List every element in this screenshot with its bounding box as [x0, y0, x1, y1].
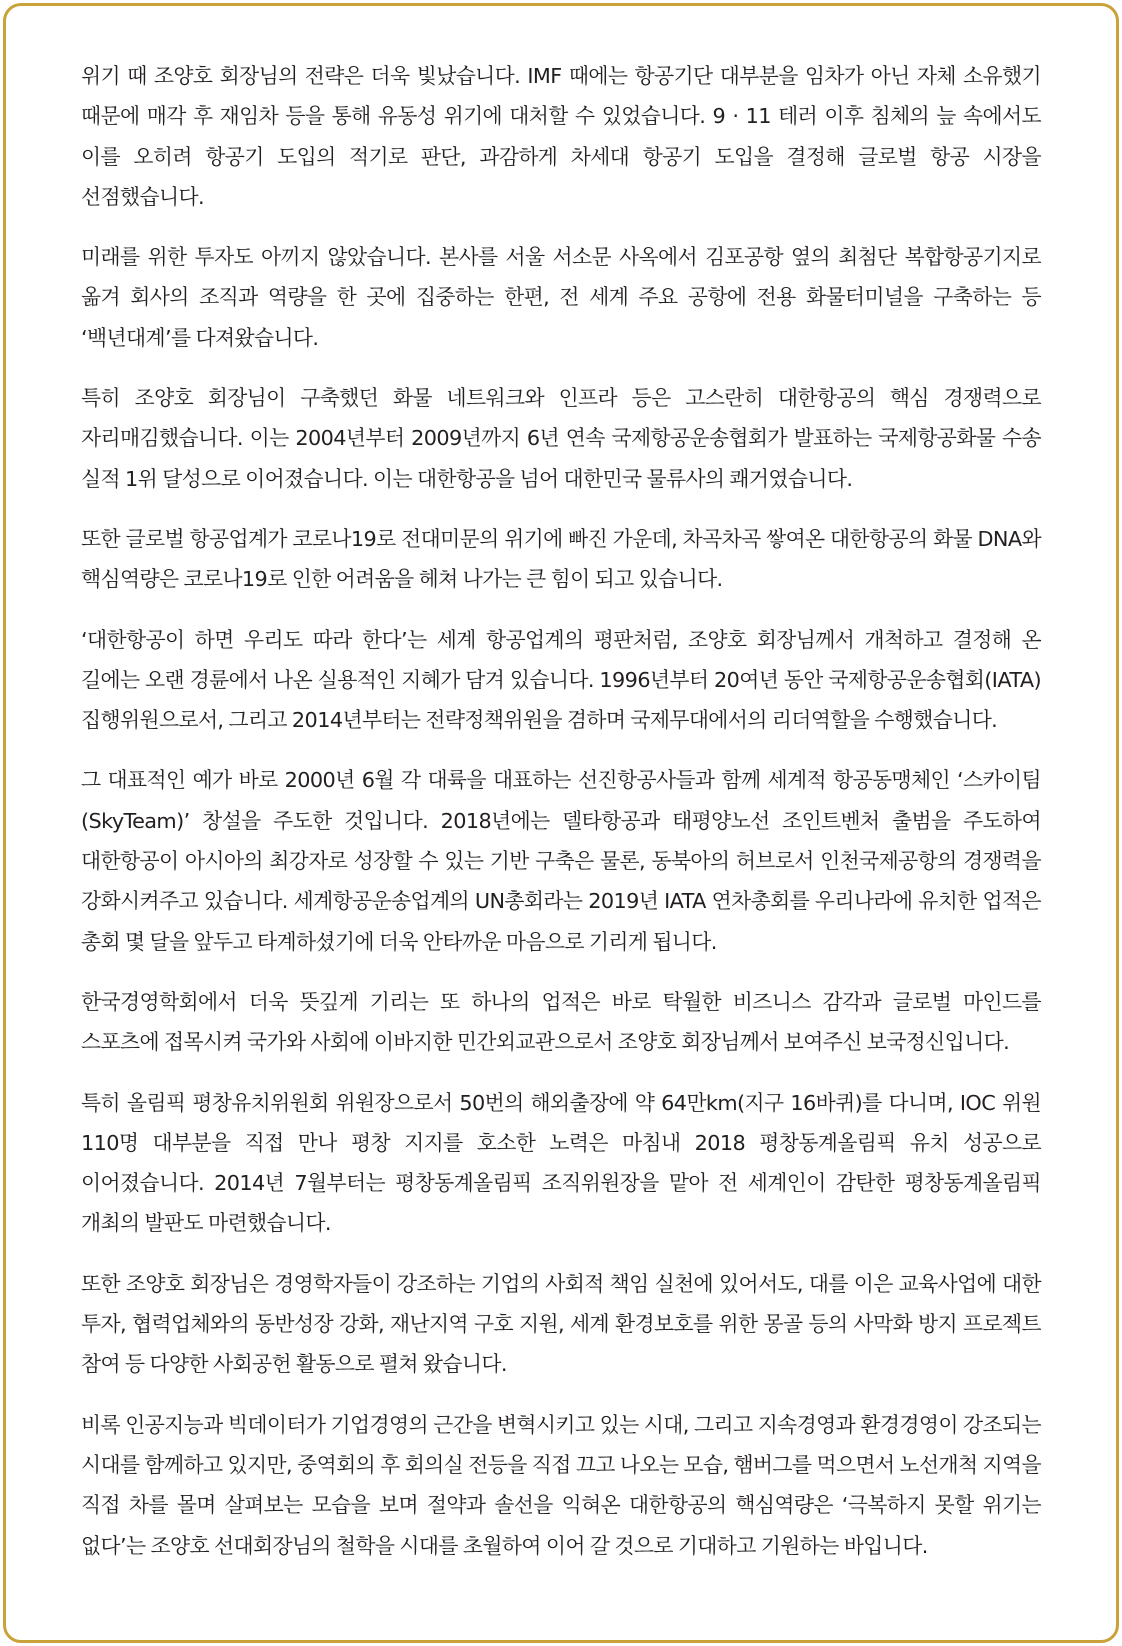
paragraph-10: 비록 인공지능과 빅데이터가 기업경영의 근간을 변혁시키고 있는 시대, 그리고 지속경영과 환경경영이 강조되는 시대를 함께하고 있지만, 중역회의 후 회의실 전등을 직접 끄고 나오는 모습, 햄버그를 먹으면서 노선개척 지역을 직접 차를 몰며 살펴보는 모습을 보며 절약과 솔선을 익혀온 대한항공의 핵심역량은 ‘극복하지 못할 위기는 없다’는 조양호 선대회장님의 철학을 시대를 초월하여 이어 갈 것으로 기대하고 기원하는 바입니다. — [81, 1412, 1041, 1558]
paragraph-5: ‘대한항공이 하면 우리도 따라 한다’는 세계 항공업계의 평판처럼, 조양호 회장님께서 개척하고 결정해 온 길에는 오랜 경륜에서 나온 실용적인 지혜가 담겨 있습니다. 1996년부터 20여년 동안 국제항공운송협회(IATA) 집행위원으로서, 그리고 2014년부터는 전략정책위원을 겸하며 국제무대에서의 리더역할을 수행했습니다. — [81, 627, 1041, 733]
paragraph-2: 미래를 위한 투자도 아끼지 않았습니다. 본사를 서울 서소문 사옥에서 김포공항 옆의 최첨단 복합항공기지로 옮겨 회사의 조직과 역량을 한 곳에 집중하는 한편, 전 세계 주요 공항에 전용 화물터미널을 구축하는 등 ‘백년대계’를 다져왔습니다. — [81, 245, 1041, 350]
paragraph-7: 한국경영학회에서 더욱 뜻깊게 기리는 또 하나의 업적은 바로 탁월한 비즈니스 감각과 글로벌 마인드를 스포츠에 접목시켜 국가와 사회에 이바지한 민간외교관으로서 조양호 회장님께서 보여주신 보국정신입니다. — [81, 989, 1041, 1055]
paragraph-4: 또한 글로벌 항공업계가 코로나19로 전대미문의 위기에 빠진 가운데, 차곡차곡 쌓여온 대한항공의 화물 DNA와 핵심역량은 코로나19로 인한 어려움을 헤쳐 나가는 큰 힘이 되고 있습니다. — [81, 526, 1041, 592]
paragraph-8: 특히 올림픽 평창유치위원회 위원장으로서 50번의 해외출장에 약 64만km(지구 16바퀴)를 다니며, IOC 위원 110명 대부분을 직접 만나 평창 지지를 호소한 노력은 마침내 2018 평창동계올림픽 유치 성공으로 이어졌습니다. 2014년 7월부터는 평창동계올림픽 조직위원장을 맡아 전 세계인이 감탄한 평창동계올림픽 개최의 발판도 마련했습니다. — [81, 1090, 1041, 1236]
paragraph-6: 그 대표적인 예가 바로 2000년 6월 각 대륙을 대표하는 선진항공사들과 함께 세계적 항공동맹체인 ‘스카이팀(SkyTeam)’ 창설을 주도한 것입니다. 2018년에는 델타항공과 태평양노선 조인트벤처 출범을 주도하여 대한항공이 아시아의 최강자로 성장할 수 있는 기반 구축은 물론, 동북아의 허브로서 인천국제공항의 경쟁력을 강화시켜주고 있습니다. 세계항공운송업계의 UN총회라는 2019년 IATA 연차총회를 우리나라에 유치한 업적은 총회 몇 달을 앞두고 타계하셨기에 더욱 안타까운 마음으로 기리게 됩니다. — [81, 768, 1041, 954]
paragraph-9: 또한 조양호 회장님은 경영학자들이 강조하는 기업의 사회적 책임 실천에 있어서도, 대를 이은 교육사업에 대한 투자, 협력업체와의 동반성장 강화, 재난지역 구호 지원, 세계 환경보호를 위한 몽골 등의 사막화 방지 프로젝트 참여 등 다양한 사회공헌 활동으로 펼쳐 왔습니다. — [81, 1271, 1041, 1377]
paragraph-3: 특히 조양호 회장님이 구축했던 화물 네트워크와 인프라 등은 고스란히 대한항공의 핵심 경쟁력으로 자리매김했습니다. 이는 2004년부터 2009년까지 6년 연속 국제항공운송협회가 발표하는 국제항공화물 수송 실적 1위 달성으로 이어졌습니다. 이는 대한항공을 넘어 대한민국 물류사의 쾌거였습니다. — [81, 386, 1041, 491]
paragraph-1: 위기 때 조양호 회장님의 전략은 더욱 빛났습니다. IMF 때에는 항공기단 대부분을 임차가 아닌 자체 소유했기 때문에 매각 후 재임차 등을 통해 유동성 위기에 대처할 수 있었습니다. 9 · 11 테러 이후 침체의 늪 속에서도 이를 오히려 항공기 도입의 적기로 판단, 과감하게 차세대 항공기 도입을 결정해 글로벌 항공 시장을 선점했습니다. — [81, 64, 1041, 209]
article-body — [81, 56, 1041, 1586]
